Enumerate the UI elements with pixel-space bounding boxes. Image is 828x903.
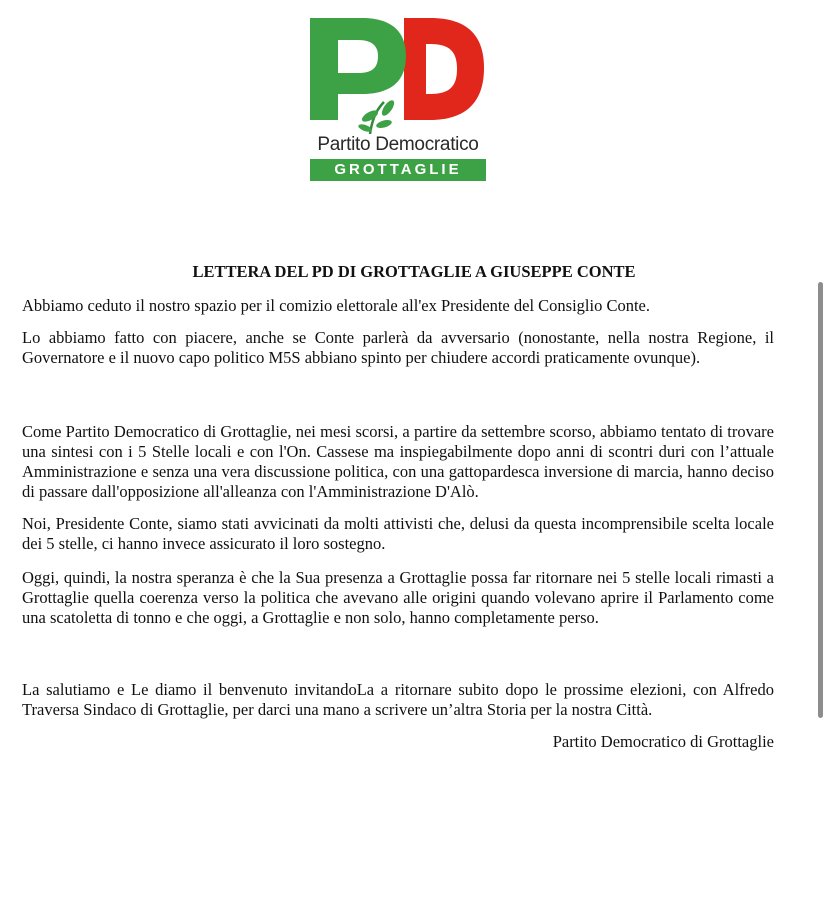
- paragraph: Oggi, quindi, la nostra speranza è che la Sua presenza a Grottaglie possa far ritornare nei 5 stelle locali rimasti a Grottaglie quella coerenza verso la politica che avevano alle origini quando volevano aprire il Parlamento come una scatoletta di tonno e che oggi, a Grottaglie e non solo, hanno completamente perso.: [22, 568, 774, 627]
- paragraph: Lo abbiamo fatto con piacere, anche se Conte parlerà da avversario (nonostante, nella nostra Regione, il Governatore e il nuovo capo politico M5S abbiano spinto per chiudere accordi praticamente ovunque).: [22, 328, 774, 367]
- paragraph: Come Partito Democratico di Grottaglie, nei mesi scorsi, a partire da settembre scorso, abbiamo tentato di trovare una sintesi con i 5 Stelle locali e con l'On. Cassese ma inspiegabilmente dopo anni di scontri duri con l’attuale Amministrazione e senza una vera discussione politica, con una gattopardesca inversione di marcia, hanno deciso di passare dall'opposizione all'alleanza con l'Amministrazione D'Alò.: [22, 422, 774, 501]
- signature: Partito Democratico di Grottaglie: [552, 732, 774, 751]
- paragraph: Noi, Presidente Conte, siamo stati avvicinati da molti attivisti che, delusi da questa incomprensibile scelta locale dei 5 stelle, ci hanno invece assicurato il loro sostegno.: [22, 514, 774, 553]
- letter-title: LETTERA DEL PD DI GROTTAGLIE A GIUSEPPE CONTE: [192, 262, 636, 281]
- pd-letters-graphic: [310, 16, 486, 134]
- paragraph: Abbiamo ceduto il nostro spazio per il comizio elettorale all'ex Presidente del Consiglio Conte.: [22, 296, 650, 315]
- pd-logo: [310, 16, 486, 184]
- letter-body: [22, 296, 774, 752]
- logo-caption: Partito Democratico: [317, 134, 479, 155]
- logo-band: GROTTAGLIE: [310, 159, 486, 181]
- paragraph: La salutiamo e Le diamo il benvenuto invitandoLa a ritornare subito dopo le prossime elezioni, con Alfredo Traversa Sindaco di Grottaglie, per darci una mano a scrivere un’altra Storia per la nostra Città.: [22, 680, 774, 719]
- scrollbar[interactable]: [818, 282, 823, 718]
